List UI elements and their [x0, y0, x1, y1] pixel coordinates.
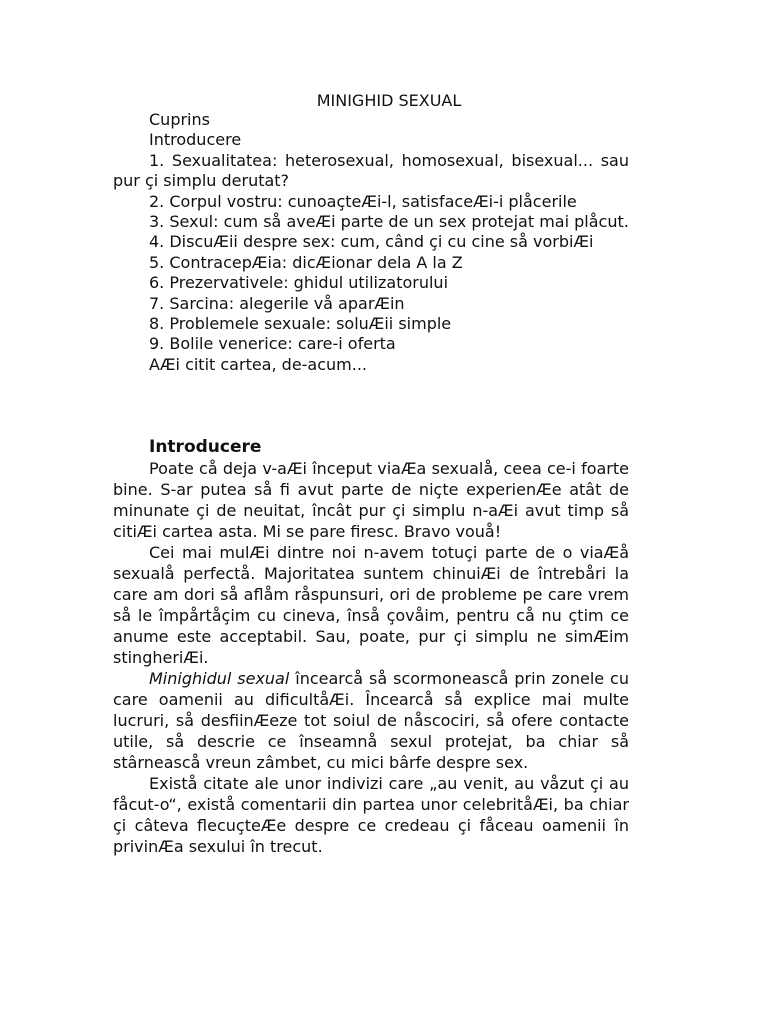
- body-text: [113, 458, 629, 857]
- toc-item: 3. Sexul: cum så aveÆi parte de un sex protejat mai plåcut.: [149, 212, 629, 232]
- toc-item: 8. Problemele sexuale: soluÆii simple: [149, 314, 452, 334]
- toc-item: 2. Corpul vostru: cunoaçteÆi-l, satisfaceÆi-i plåcerile: [149, 191, 577, 211]
- paragraph: Poate cå deja v-aÆi început viaÆa sexualå, ceea ce-i foarte bine. S-ar putea så fi avut parte de niçte experienÆe atât de minunate çi de neuitat, încât pur çi simplu n-aÆi avut timp så citiÆi cartea asta. Mi se pare firesc. Bravo vouå!: [113, 459, 629, 541]
- toc-item: 1. Sexualitatea: heterosexual, homosexual, bisexual... sau pur çi simplu derutat?: [113, 150, 629, 191]
- paragraph: [113, 668, 629, 773]
- toc-item: 9. Bolile venerice: care-i oferta: [149, 334, 396, 354]
- toc-item: Introducere: [149, 130, 242, 150]
- paragraph: Cei mai mulÆi dintre noi n-avem totuçi parte de o viaÆå sexualå perfectå. Majoritatea suntem chinuiÆi de întrebåri la care am dori så aflåm råspunsuri, ori de probleme pe care vrem så le împårtåçim cu cineva, înså çovåim, pentru cå nu çtim ce anume este acceptabil. Sau, poate, pur çi simplu ne simÆim stingheriÆi.: [113, 543, 629, 667]
- toc-item: 6. Prezervativele: ghidul utilizatorului: [149, 273, 449, 293]
- section-heading: Introducere: [149, 437, 262, 457]
- toc-item: 7. Sarcina: alegerile vå aparÆin: [149, 293, 405, 313]
- toc-item: AÆi citit cartea, de-acum...: [149, 354, 368, 374]
- book-title-italic: Minighidul sexual: [149, 669, 290, 688]
- toc-item: 5. ContracepÆia: dicÆionar dela A la Z: [149, 252, 463, 272]
- paragraph-text: încearcå så scormoneascå prin zonele cu care oamenii au dificultåÆi. Încearcå så explice mai multe lucruri, så desfiinÆeze tot soiul de nåscociri, så ofere contacte utile, så descrie ce înseamnå sexul protejat, ba chiar så stârneascå vreun zâmbet, cu mici bârfe despre sex.: [113, 669, 629, 772]
- toc-heading: Cuprins: [149, 110, 210, 129]
- toc-item: 4. DiscuÆii despre sex: cum, când çi cu cine så vorbiÆi: [149, 232, 594, 252]
- table-of-contents: [113, 110, 629, 375]
- page-title: MINIGHID SEXUAL: [316, 91, 462, 110]
- paragraph: Existå citate ale unor indivizi care „au venit, au våzut çi au fåcut-o“, existå comentarii din partea unor celebritåÆi, ba chiar çi câteva flecuçteÆe despre ce credeau çi fåceau oamenii în privinÆa sexului în trecut.: [113, 774, 629, 856]
